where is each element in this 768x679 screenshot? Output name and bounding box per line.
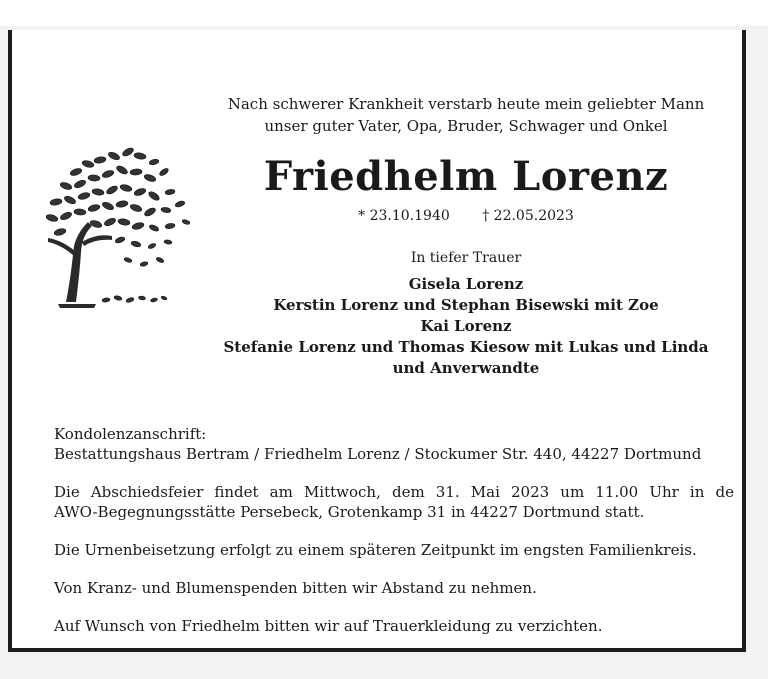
obituary-notice [8,30,746,652]
mourner-line: Gisela Lorenz [408,275,524,293]
death-date: † 22.05.2023 [482,208,574,224]
ceremony-line-2: AWO-Begegnungsstätte Persebeck, Grotenkamp 31 in 44227 Dortmund statt. [54,503,645,521]
intro-line-1: Nach schwerer Krankheit verstarb heute mein geliebter Mann [227,95,705,113]
intro-text [188,93,744,137]
mourner-line: Stefanie Lorenz und Thomas Kiesow mit Lukas und Linda [223,338,709,356]
birth-date: * 23.10.1940 [358,208,450,224]
ceremony-line-1: Die Abschiedsfeier findet am Mittwoch, dem 31. Mai 2023 um 11.00 Uhr in de [54,483,734,501]
viewer-top-bar [0,0,768,26]
mourner-line: Kai Lorenz [420,317,512,335]
life-dates [188,206,744,226]
flowers-text: Von Kranz- und Blumenspenden bitten wir Abstand zu nehmen. [54,579,537,597]
intro-line-2: unser guter Vater, Opa, Bruder, Schwager und Onkel [264,117,668,135]
condolence-label: Kondolenzanschrift: [54,425,207,443]
mourners-list [188,274,744,379]
deceased-name: Friedhelm Lorenz [263,153,669,200]
tree-icon [36,142,194,310]
condolence-address: Bestattungshaus Bertram / Friedhelm Lorenz / Stockumer Str. 440, 44227 Dortmund [54,445,702,463]
notice-details [54,424,734,636]
urn-burial-text: Die Urnenbeisetzung erfolgt zu einem späteren Zeitpunkt im engsten Familienkreis. [54,541,697,559]
mourner-line: und Anverwandte [392,359,540,377]
clothing-text: Auf Wunsch von Friedhelm bitten wir auf Trauerkleidung zu verzichten. [54,617,603,635]
mourning-label: In tiefer Trauer [410,250,522,266]
mourner-line: Kerstin Lorenz und Stephan Bisewski mit Zoe [273,296,659,314]
